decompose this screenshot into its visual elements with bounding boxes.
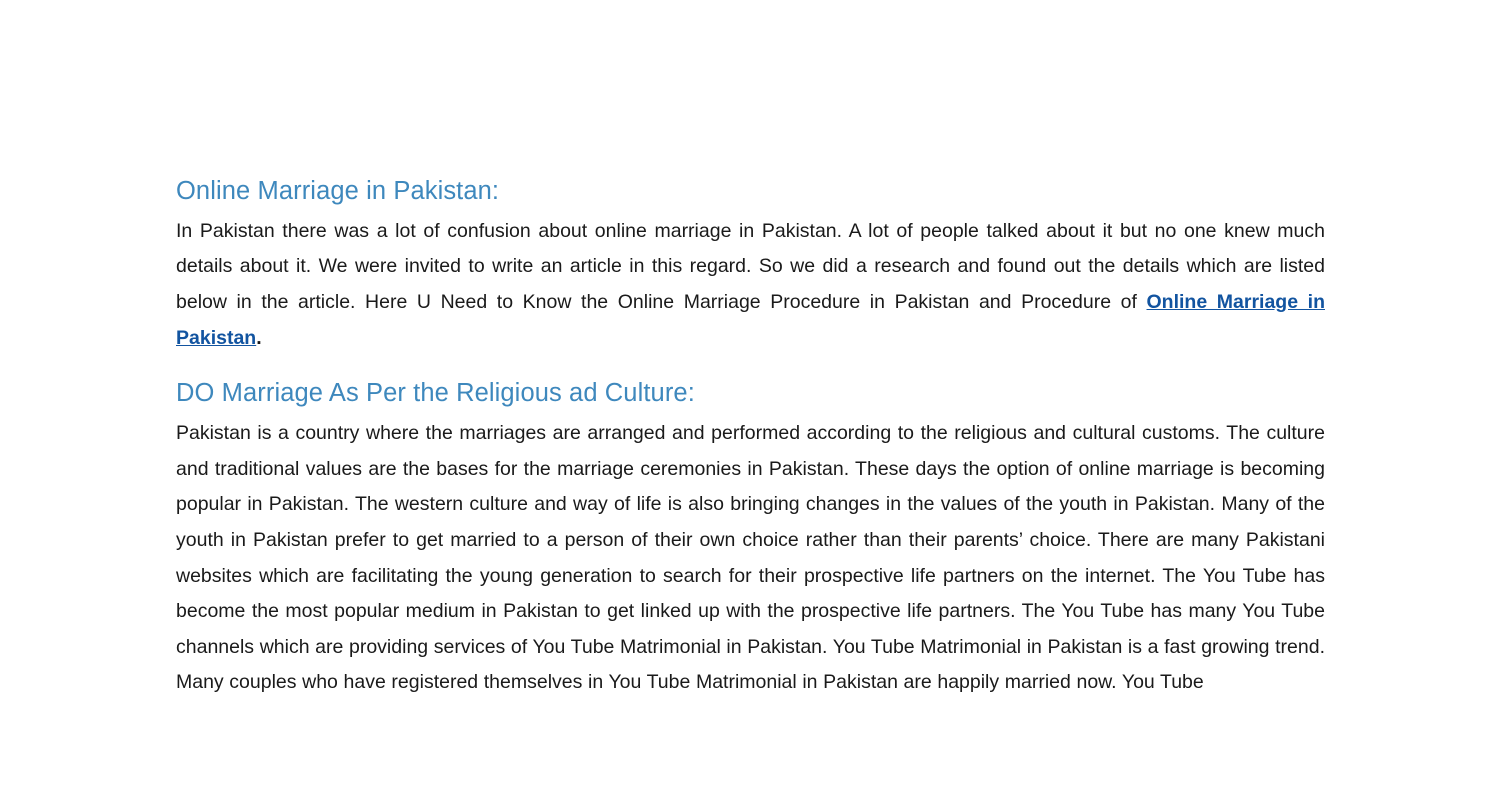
paragraph-text-part-2: . xyxy=(256,326,262,349)
section-heading-religious-culture: DO Marriage As Per the Religious ad Culture: xyxy=(176,379,695,408)
section-heading-online-marriage: Online Marriage in Pakistan: xyxy=(176,177,500,205)
document-content xyxy=(176,176,1325,701)
paragraph-text-part-1: In Pakistan there was a lot of confusion about online marriage in Pakistan. A lot of people talked about it but no one knew much details about it. We were invited to write an article in this regard. So we did a research and found out the details which are listed below in the article. Here U Need to Know the Online Marriage Procedure in Pakistan and Procedure of xyxy=(176,219,1325,314)
paragraph-online-marriage xyxy=(176,214,1325,356)
paragraph-religious-culture: Pakistan is a country where the marriages are arranged and performed according to the religious and cultural customs. The culture and traditional values are the bases for the marriage ceremonies in Pakistan. These days the option of online marriage is becoming popular in Pakistan. The western culture and way of life is also bringing changes in the values of the youth in Pakistan. Many of the youth in Pakistan prefer to get married to a person of their own choice rather than their parents’ choice. There are many Pakistani websites which are facilitating the young generation to search for their prospective life partners on the internet. The You Tube has become the most popular medium in Pakistan to get linked up with the prospective life partners. The You Tube has many You Tube channels which are providing services of You Tube Matrimonial in Pakistan. You Tube Matrimonial in Pakistan is a fast growing trend. Many couples who have registered themselves in You Tube Matrimonial in Pakistan are happily married now. You Tube xyxy=(176,422,1325,694)
section-online-marriage xyxy=(176,176,1325,356)
section-religious-culture xyxy=(176,378,1325,701)
online-marriage-link[interactable]: Online Marriage in Pakistan xyxy=(176,291,1325,349)
